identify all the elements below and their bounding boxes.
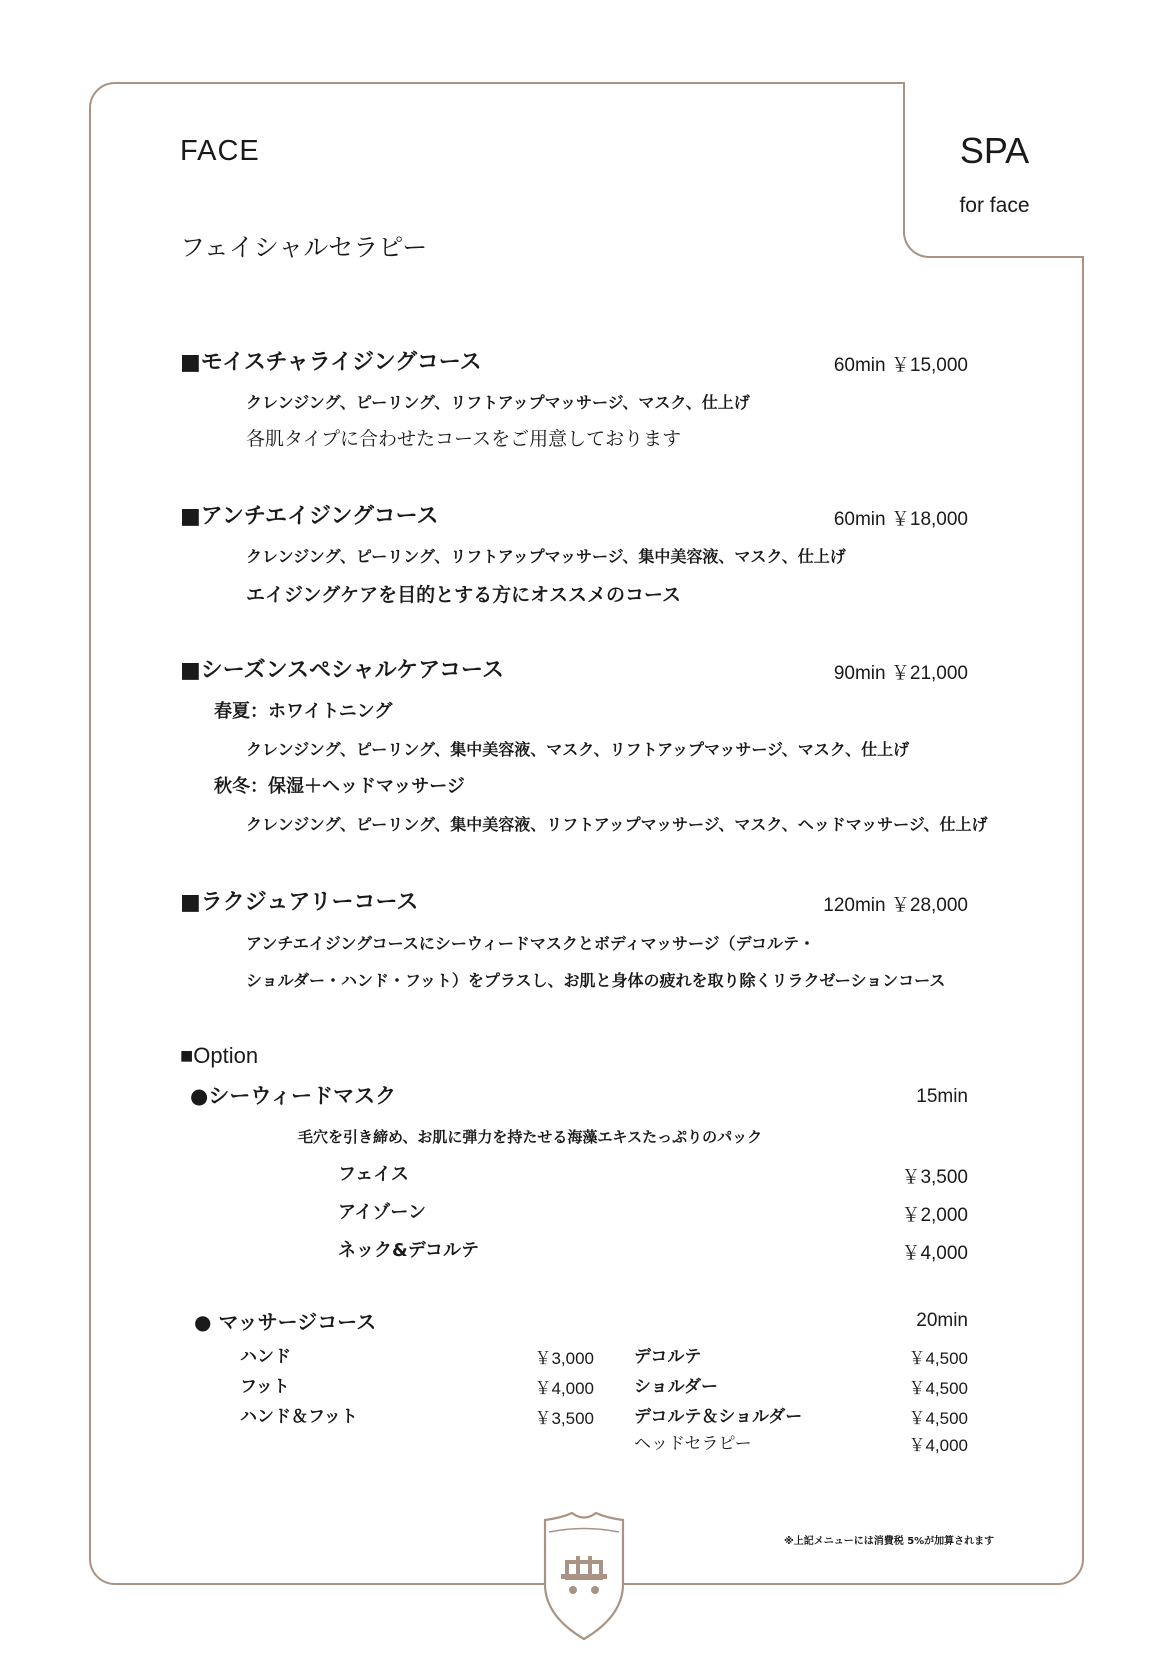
course-price: 120min ￥28,000 — [823, 895, 968, 916]
massage-item-price: ￥4,500 — [908, 1379, 968, 1398]
course-steps: クレンジング、ピーリング、リフトアップマッサージ、マスク、仕上げ — [246, 393, 750, 412]
season-label: 秋冬：保湿＋ヘッドマッサージ — [214, 776, 465, 797]
option-name: ● マッサージコース — [194, 1310, 377, 1334]
course-name: ■モイスチャライジングコース — [180, 350, 482, 375]
option-heading: ■Option — [180, 1043, 259, 1068]
course-name: ■ラクジュアリーコース — [180, 890, 419, 915]
course-steps: クレンジング、ピーリング、リフトアップマッサージ、集中美容液、マスク、仕上げ — [246, 547, 846, 566]
course-description: エイジングケアを目的とする方にオススメのコース — [246, 584, 682, 606]
course-description: アンチエイジングコースにシーウィードマスクとボディマッサージ（デコルテ・ — [246, 934, 816, 953]
spa-tab — [903, 82, 1084, 258]
season-label: 春夏：ホワイトニング — [214, 701, 393, 722]
option-item-label: アイゾーン — [338, 1202, 427, 1223]
option-item-label: ネック&デコルテ — [338, 1240, 479, 1261]
course-steps: クレンジング、ピーリング、集中美容液、リフトアップマッサージ、マスク、ヘッドマッサージ、仕上げ — [246, 815, 988, 834]
tax-footnote: ※上記メニューには消費税 5%が加算されます — [784, 1536, 995, 1547]
course-price: 90min ￥21,000 — [833, 663, 968, 684]
option-item-price: ￥4,000 — [901, 1243, 968, 1264]
course-name: ■アンチエイジングコース — [180, 504, 439, 529]
tab-subtitle: for face — [959, 194, 1030, 217]
tab-title: SPA — [959, 130, 1030, 171]
course-price: 60min ￥18,000 — [833, 509, 968, 530]
massage-item-label: ヘッドセラピー — [634, 1434, 752, 1454]
massage-item-price: ￥4,500 — [908, 1409, 968, 1428]
option-item-price: ￥3,500 — [901, 1167, 968, 1188]
massage-item-price: ￥3,500 — [534, 1409, 594, 1428]
massage-item-label: ショルダー — [634, 1377, 718, 1397]
option-item-price: ￥2,000 — [901, 1205, 968, 1226]
course-price: 60min ￥15,000 — [833, 355, 968, 376]
massage-item-label: デコルテ — [634, 1347, 702, 1367]
course-description: ショルダー・ハンド・フット）をプラスし、お肌と身体の疲れを取り除くリラクゼーションコース — [246, 971, 946, 990]
massage-item-price: ￥4,500 — [908, 1349, 968, 1368]
massage-item-price: ￥4,000 — [534, 1379, 594, 1398]
massage-item-label: フット — [240, 1377, 290, 1397]
option-description: 毛穴を引き締め、お肌に弾力を持たせる海藻エキスたっぷりのパック — [298, 1128, 763, 1146]
massage-item-price: ￥3,000 — [534, 1349, 594, 1368]
crest-logo — [539, 1512, 629, 1642]
massage-item-label: ハンド — [240, 1347, 291, 1367]
option-item-label: フェイス — [338, 1164, 409, 1185]
course-steps: クレンジング、ピーリング、集中美容液、マスク、リフトアップマッサージ、マスク、仕上げ — [246, 740, 910, 759]
option-time: 20min — [916, 1310, 968, 1331]
massage-item-price: ￥4,000 — [908, 1436, 968, 1455]
crest-shield-icon — [539, 1512, 629, 1642]
section-label: FACE — [180, 135, 260, 167]
course-name: ■シーズンスペシャルケアコース — [180, 658, 504, 683]
page-title: フェイシャルセラピー — [180, 233, 428, 262]
massage-item-label: ハンド＆フット — [240, 1407, 358, 1427]
option-time: 15min — [916, 1086, 968, 1107]
option-name: ●シーウィードマスク — [190, 1084, 397, 1108]
course-description: 各肌タイプに合わせたコースをご用意しております — [246, 428, 682, 450]
massage-item-label: デコルテ＆ショルダー — [634, 1407, 803, 1427]
